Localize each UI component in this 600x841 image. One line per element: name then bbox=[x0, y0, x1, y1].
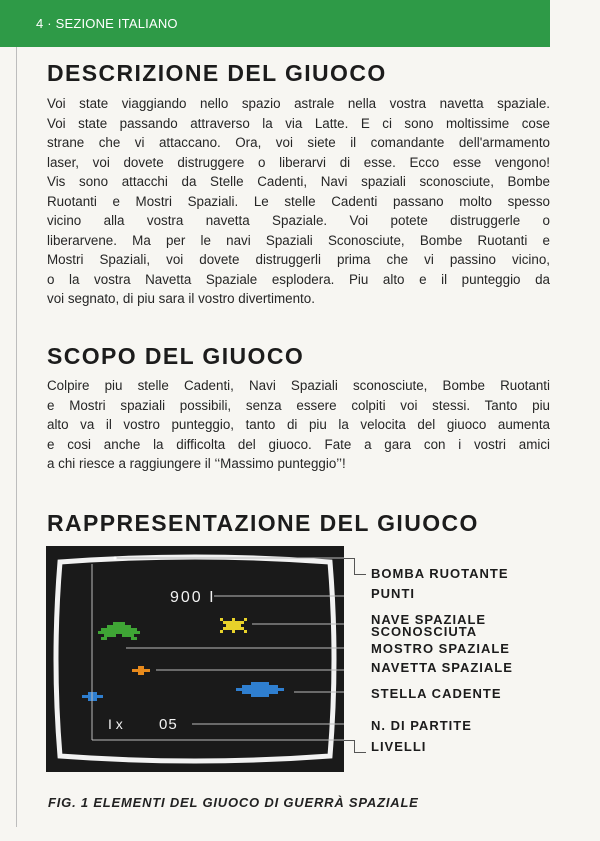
paragraph-line: laser, voi dovete distruggere o liberarvi di esse. Ecco esse vengono! bbox=[47, 154, 550, 170]
label-levels: LIVELLI bbox=[371, 739, 427, 754]
space-shuttle-sprite bbox=[132, 666, 150, 675]
section-header-bar bbox=[0, 0, 550, 47]
space-monster-sprite bbox=[98, 622, 140, 640]
paragraph-line: vicino alla vostra navetta Spaziale. Voi potete distruggerle o bbox=[47, 213, 550, 228]
figure-caption: FIG. 1 ELEMENTI DEL GIUOCO DI GUERRÀ SPAZIALE bbox=[48, 795, 419, 810]
paragraph-line: Mostri Spaziali, voi dovete distruggerli prima che vi passino vicino, bbox=[47, 252, 550, 267]
page-margin-rule bbox=[16, 47, 17, 827]
label-space-shuttle: NAVETTA SPAZIALE bbox=[371, 660, 513, 675]
objective-paragraph bbox=[47, 376, 550, 474]
bomb-leader-end bbox=[354, 574, 366, 575]
paragraph-line: e Mostri spaziali possibili, senza essere colpiti voi stessi. Tanto piu bbox=[47, 397, 550, 413]
rotating-bomb-sprite bbox=[113, 556, 116, 559]
game-screen-drawing bbox=[46, 546, 344, 772]
paragraph-line: e cosi anche la difficolta del giuoco. Fate a gara con i vostri amici bbox=[47, 436, 550, 452]
label-shooting-star: STELLA CADENTE bbox=[371, 686, 502, 701]
shooting-star-sprite bbox=[236, 682, 284, 697]
label-points: PUNTI bbox=[371, 586, 415, 601]
levels-leader-end bbox=[354, 752, 366, 753]
paragraph-line: Ruotanti e Mostri Spaziali. Le stelle Cadenti passano molto spesso bbox=[47, 193, 550, 209]
paragraph-line: liberarvene. Ma per le navi Spaziali Sconosciute, Bombe Ruotanti e bbox=[47, 232, 550, 248]
paragraph-line: strane che vi attaccano. Ora, voi siete il comandante dell'armamento bbox=[47, 135, 550, 150]
description-title: DESCRIZIONE DEL GIUOCO bbox=[47, 60, 387, 86]
label-unknown-ship-line2: SCONOSCIUTA bbox=[371, 624, 478, 639]
paragraph-line: Voi state viaggiando nello spazio astrale nella vostra navetta spaziale. bbox=[47, 96, 550, 111]
label-rotating-bomb: BOMBA RUOTANTE bbox=[371, 566, 509, 581]
levels-leader-rise bbox=[354, 740, 355, 752]
paragraph-line: a chi riesce a raggiungere il ‘‘Massimo punteggio’’! bbox=[47, 456, 346, 471]
bomb-leader-drop bbox=[354, 558, 355, 574]
lives-readout: I x bbox=[108, 716, 123, 732]
paragraph-line: voi segnato, di piu sara il vostro divertimento. bbox=[47, 291, 315, 306]
label-space-monster: MOSTRO SPAZIALE bbox=[371, 641, 510, 656]
paragraph-line: alto va il vostro punteggio, tanto di piu la velocita del giuoco aumenta bbox=[47, 417, 550, 432]
paragraph-line: Colpire piu stelle Cadenti, Navi Spaziali sconosciute, Bombe Ruotanti bbox=[47, 378, 550, 393]
label-unknown-ship-line1: NAVE SPAZIALE bbox=[371, 612, 487, 627]
game-screen-figure bbox=[46, 546, 344, 772]
representation-title: RAPPRESENTAZIONE DEL GIUOCO bbox=[47, 510, 479, 536]
paragraph-line: Vis sono attacchi da Stelle Cadenti, Navi spaziali sconosciute, Bombe bbox=[47, 174, 550, 189]
description-paragraph bbox=[47, 94, 550, 309]
score-readout: 900 I bbox=[170, 589, 216, 606]
label-games-count: N. DI PARTITE bbox=[371, 718, 472, 733]
section-label: 4 · SEZIONE ITALIANO bbox=[36, 16, 178, 31]
games-readout: 05 bbox=[159, 716, 178, 733]
paragraph-line: o la vostra Navetta Spaziale esplodera. Piu alto e il punteggio da bbox=[47, 271, 550, 287]
objective-title: SCOPO DEL GIUOCO bbox=[47, 343, 305, 369]
levels-leader-stub bbox=[344, 740, 355, 741]
unknown-ship-sprite bbox=[220, 618, 247, 633]
tv-frame bbox=[56, 557, 334, 761]
paragraph-line: Voi state passando attraverso la via Latte. E ci sono moltissime cose bbox=[47, 115, 550, 131]
bomb-leader-stub bbox=[344, 558, 355, 559]
